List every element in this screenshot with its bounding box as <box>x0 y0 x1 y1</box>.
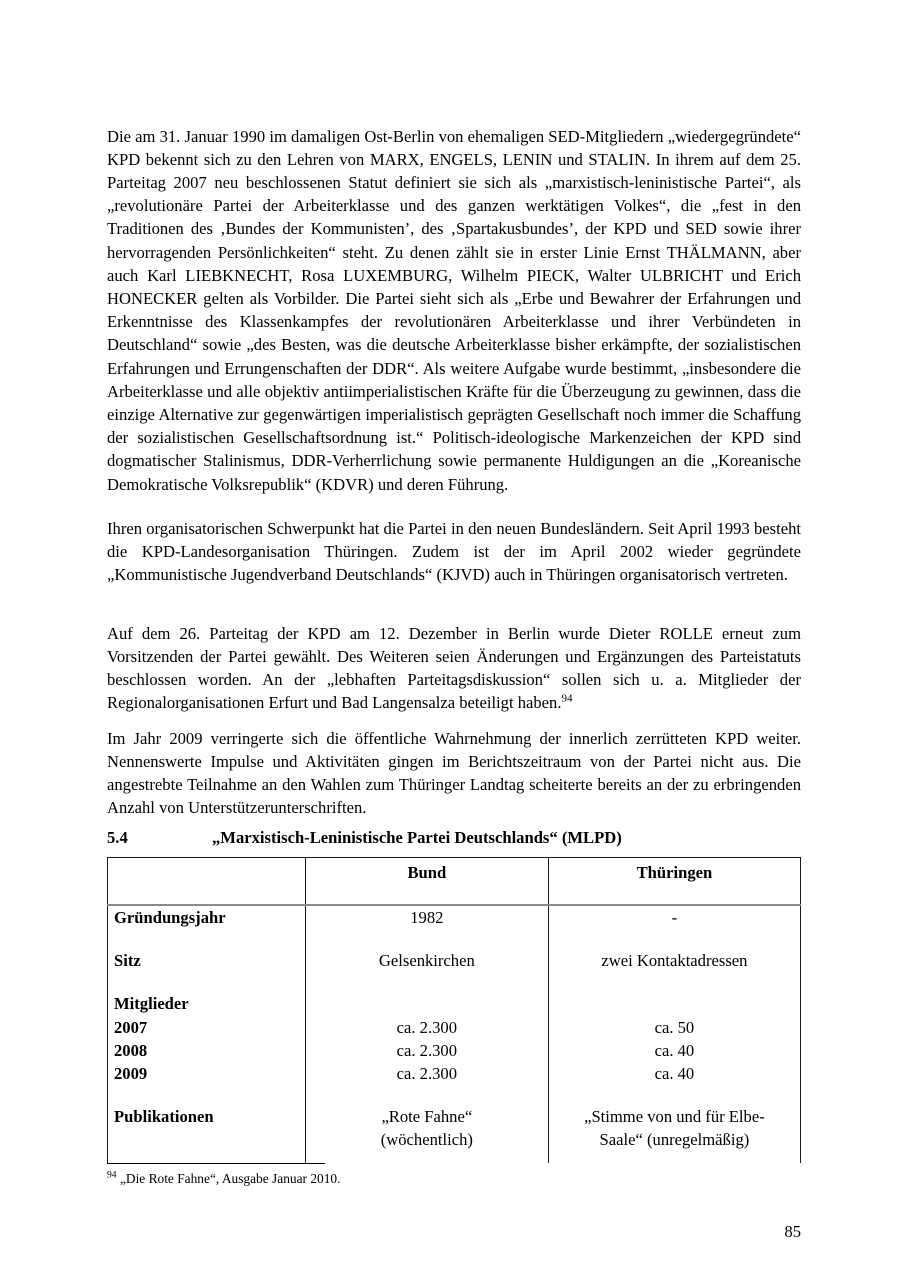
section-title: „Marxistisch-Leninistische Partei Deutschlands“ (MLPD) <box>212 827 622 847</box>
row-label-2009: 2009 <box>108 1062 306 1085</box>
footnote-marker: 94 <box>107 1169 117 1181</box>
table-spacer-row <box>108 1085 801 1105</box>
row-bund-publikationen-line2: (wöchentlich) <box>305 1128 548 1151</box>
table-spacer-row <box>108 972 801 992</box>
row-thueringen-publikationen-line1: „Stimme von und für Elbe- <box>548 1105 800 1128</box>
page-number: 85 <box>784 1222 801 1241</box>
row-thueringen-2007: ca. 50 <box>548 1016 800 1039</box>
row-bund-2007: ca. 2.300 <box>305 1016 548 1039</box>
row-thueringen-gruendungsjahr: - <box>548 905 800 929</box>
footnote-text: „Die Rote Fahne“, Ausgabe Januar 2010. <box>119 1171 341 1186</box>
row-thueringen-sitz: zwei Kontaktadressen <box>548 949 800 972</box>
row-bund-sitz: Gelsenkirchen <box>305 949 548 972</box>
row-label-2008: 2008 <box>108 1039 306 1062</box>
document-page <box>107 0 801 1273</box>
table-bottom-spacer-row <box>108 1152 801 1163</box>
table-row <box>108 905 801 929</box>
table-row <box>108 1128 801 1151</box>
row-bund-2009: ca. 2.300 <box>305 1062 548 1085</box>
paragraph-kpd-parteitag <box>107 622 801 715</box>
table-row <box>108 1039 801 1062</box>
table-row <box>108 1016 801 1039</box>
table-header-bund: Bund <box>305 858 548 905</box>
row-label-gruendungsjahr: Gründungsjahr <box>108 905 306 929</box>
row-thueringen-2008: ca. 40 <box>548 1039 800 1062</box>
paragraph-kpd-organisation: Ihren organisatorischen Schwerpunkt hat die Partei in den neuen Bundesländern. Seit April 1993 besteht die KPD-Landesorganisation Thüringen. Zudem ist der im April 2002 wieder gegründete „Kommunistische Jugendverband Deutschlands“ (KJVD) auch in Thüringen organisatorisch vertreten. <box>107 518 801 584</box>
table-row <box>108 1062 801 1085</box>
row-bund-publikationen-line1: „Rote Fahne“ <box>305 1105 548 1128</box>
row-bund-gruendungsjahr: 1982 <box>305 905 548 929</box>
mlpd-facts-table <box>107 857 801 1163</box>
row-thueringen-2009: ca. 40 <box>548 1062 800 1085</box>
row-bund-2008: ca. 2.300 <box>305 1039 548 1062</box>
table-row <box>108 1105 801 1128</box>
table-header-row <box>108 858 801 905</box>
table-row <box>108 949 801 972</box>
table-header-thueringen: Thüringen <box>548 858 800 905</box>
row-label-publikationen-cont <box>108 1128 306 1151</box>
table-spacer-row <box>108 929 801 949</box>
row-label-publikationen: Publikationen <box>108 1105 306 1128</box>
section-number: 5.4 <box>107 827 128 847</box>
section-heading-5-4 <box>107 826 801 849</box>
row-thueringen-mitglieder <box>548 992 800 1015</box>
footnote-separator-rule <box>107 1163 325 1164</box>
row-label-mitglieder: Mitglieder <box>108 992 306 1015</box>
paragraph-kpd-parteitag-text: Auf dem 26. Parteitag der KPD am 12. Dezember in Berlin wurde Dieter ROLLE erneut zum Vorsitzenden der Partei gewählt. Des Weiteren seien Änderungen und Ergänzungen des Parteistatuts beschlossen worden. An der „lebhaften Parteitagsdiskussion“ sollen sich u. a. Mitglieder der Regionalorganisationen Erfurt und Bad Langensalza beteiligt haben. <box>107 623 801 713</box>
row-label-2007: 2007 <box>108 1016 306 1039</box>
row-thueringen-publikationen-line2: Saale“ (unregelmäßig) <box>548 1128 800 1151</box>
footnote-reference-94[interactable]: 94 <box>561 692 573 705</box>
paragraph-kpd-2009: Im Jahr 2009 verringerte sich die öffentliche Wahrnehmung der innerlich zerrütteten KPD weiter. Nennenswerte Impulse und Aktivitäten gingen im Berichtszeitraum von der Partei nicht aus. Die angestrebte Teilnahme an den Wahlen zum Thüringer Landtag scheiterte bereits an der zu erbringenden Anzahl von Unterstützerunterschriften. <box>107 728 801 818</box>
row-bund-mitglieder <box>305 992 548 1015</box>
table-row <box>108 992 801 1015</box>
paragraph-kpd-ideology: Die am 31. Januar 1990 im damaligen Ost-Berlin von ehemaligen SED-Mitgliedern „wiedergegründete“ KPD bekennt sich zu den Lehren von MARX, ENGELS, LENIN und STALIN. In ihrem auf dem 25. Parteitag 2007 neu beschlossenen Statut definiert sie sich als „marxistisch-leninistische Partei“, als „revolutionäre Partei der Arbeiterklasse und des ganzen werktätigen Volkes“, die „fest in den Traditionen des ‚Bundes der Kommunisten’, des ‚Spartakusbundes’, der KPD und SED sowie ihrer hervorragenden Persönlichkeiten“ steht. Zu denen zählt sie in erster Linie Ernst THÄLMANN, aber auch Karl LIEBKNECHT, Rosa LUXEMBURG, Wilhelm PIECK, Walter ULBRICHT und Erich HONECKER gelten als Vorbilder. Die Partei sieht sich als „Erbe und Bewahrer der Erfahrungen und Erkenntnisse des Klassenkampfes der revolutionären Arbeiterklasse und ihrer Verbündeten in Deutschland“ sowie „des Besten, was die deutsche Arbeiterklasse bisher erkämpfte, der sozialistischen Erfahrungen und Errungenschaften der DDR“. Als weitere Aufgabe wurde bestimmt, „insbesondere die Arbeiterklasse und alle objektiv antiimperialistischen Kräfte für die Überzeugung zu gewinnen, dass die einzige Alternative zur gegenwärtigen imperialistisch geprägten Gesellschaft noch immer die Schaffung der sozialistischen Gesellschaftsordnung ist.“ Politisch-ideologische Markenzeichen der KPD sind dogmatischer Stalinismus, DDR-Verherrlichung sowie permanente Huldigungen an die „Koreanische Demokratische Volksrepublik“ (KDVR) und deren Führung. <box>107 126 801 494</box>
row-label-sitz: Sitz <box>108 949 306 972</box>
table-header-empty <box>108 858 306 905</box>
footnote-94 <box>107 1170 801 1188</box>
